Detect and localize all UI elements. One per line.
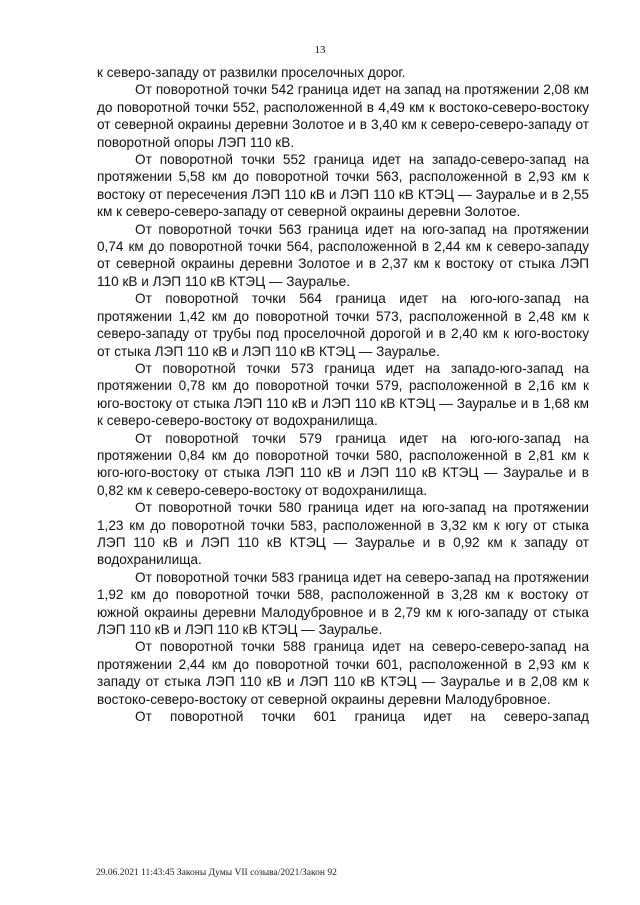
- footer-stamp: 29.06.2021 11:43:45 Законы Думы VII созыва/2021/Закон 92: [96, 868, 337, 878]
- paragraph: От поворотной точки 588 граница идет на северо-северо-запад на протяжении 2,44 км до поворотной точки 601, расположенной в 2,93 км к западу от стыка ЛЭП 110 кВ и ЛЭП 110 кВ КТЭЦ — Зауралье и в 2,08 км к востоко-северо-востоку от северной окраины деревни Малодубровное.: [97, 639, 589, 707]
- paragraph: От поворотной точки 552 граница идет на западо-северо-запад на протяжении 5,58 км до поворотной точки 563, расположенной в 2,93 км к востоку от пересечения ЛЭП 110 кВ и ЛЭП 110 кВ КТЭЦ — Зауралье и в 2,55 км к северо-северо-западу от северной окраины деревни Золотое.: [97, 152, 589, 220]
- page-number: 13: [314, 44, 326, 56]
- paragraph: От поворотной точки 583 граница идет на северо-запад на протяжении 1,92 км до поворотной точки 588, расположенной в 3,28 км к востоку от южной окраины деревни Малодубровное и в 2,79 км к юго-западу от стыка ЛЭП 110 кВ и ЛЭП 110 кВ КТЭЦ — Зауралье.: [97, 569, 589, 637]
- paragraph: От поворотной точки 564 граница идет на юго-юго-запад на протяжении 1,42 км до поворотной точки 573, расположенной в 2,48 км к северо-западу от трубы под проселочной дорогой и в 2,40 км к юго-востоку от стыка ЛЭП 110 кВ и ЛЭП 110 кВ КТЭЦ — Зауралье.: [97, 291, 589, 359]
- paragraph: От поворотной точки 542 граница идет на запад на протяжении 2,08 км до поворотной точки 552, расположенной в 4,49 км к востоко-северо-востоку от северной окраины деревни Золотое и в 3,40 км к северо-северо-западу от поворотной опоры ЛЭП 110 кВ.: [97, 82, 589, 150]
- paragraph: От поворотной точки 579 граница идет на юго-юго-запад на протяжении 0,84 км до поворотной точки 580, расположенной в 2,81 км к юго-юго-востоку от стыка ЛЭП 110 кВ и ЛЭП 110 кВ КТЭЦ — Зауралье и в 0,82 км к северо-северо-востоку от водохранилища.: [97, 430, 589, 498]
- paragraph: От поворотной точки 580 граница идет на юго-запад на протяжении 1,23 км до поворотной точки 583, расположенной в 3,32 км к югу от стыка ЛЭП 110 кВ и ЛЭП 110 кВ КТЭЦ — Зауралье и в 0,92 км к западу от водохранилища.: [97, 500, 589, 568]
- document-body: [97, 64, 589, 725]
- paragraph: От поворотной точки 563 граница идет на юго-запад на протяжении 0,74 км до поворотной точки 564, расположенной в 2,44 км к северо-западу от северной окраины деревни Золотое и в 2,37 км к востоку от стыка ЛЭП 110 кВ и ЛЭП 110 кВ КТЭЦ — Зауралье.: [97, 221, 589, 289]
- paragraph-continued: к северо-западу от развилки проселочных дорог.: [97, 65, 406, 80]
- paragraph-trailing: От поворотной точки 601 граница идет на северо-запад: [135, 709, 589, 725]
- paragraph: От поворотной точки 573 граница идет на западо-юго-запад на протяжении 0,78 км до поворотной точки 579, расположенной в 2,16 км к юго-востоку от стыка ЛЭП 110 кВ и ЛЭП 110 кВ КТЭЦ — Зауралье и в 1,68 км к северо-северо-востоку от водохранилища.: [97, 360, 589, 429]
